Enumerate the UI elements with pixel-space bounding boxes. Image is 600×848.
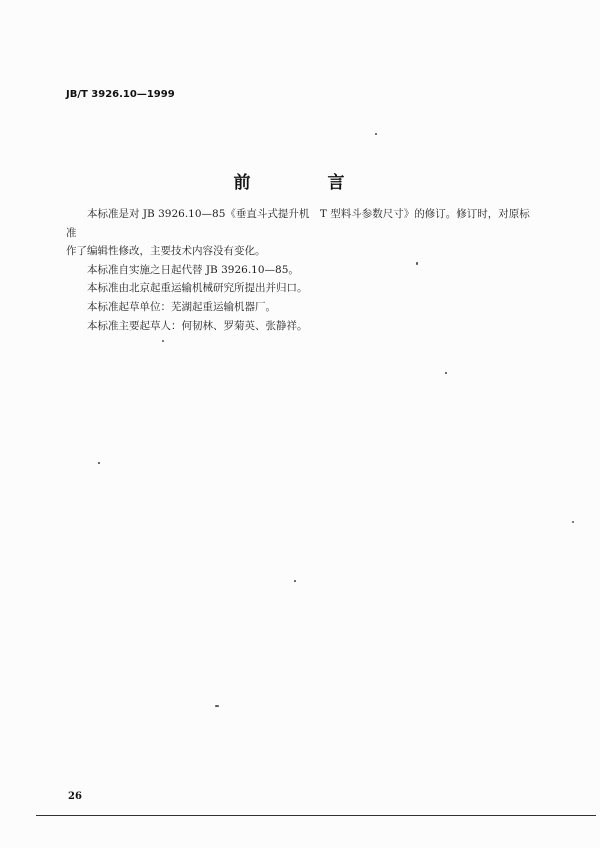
page-number: 26 [68,791,82,802]
foreword-paragraph: 本标准起草单位：芜湖起重运输机器厂。 [87,300,276,313]
scan-speck [162,340,164,342]
foreword-title: 前 言 [233,173,375,193]
scan-speck [375,133,377,135]
scan-speck [445,372,447,374]
foreword-paragraph-continuation: 作了编辑性修改，主要技术内容没有变化。 [66,245,266,258]
foreword-body [66,205,536,335]
scan-speck [572,521,574,523]
foreword-paragraph: 本标准是对 JB 3926.10—85《垂直斗式提升机 T 型料斗参数尺寸》的修订。修订时，对原标准 [66,208,530,239]
scan-speck [294,580,296,582]
standard-code-header: JB/T 3926.10—1999 [66,89,175,100]
scan-speck [416,262,418,265]
scan-speck [215,705,219,707]
foreword-paragraph: 本标准主要起草人：何韧林、罗菊英、张静祥。 [87,319,308,332]
foreword-paragraph: 本标准自实施之日起代替 JB 3926.10—85。 [87,263,299,276]
foreword-paragraph: 本标准由北京起重运输机械研究所提出并归口。 [87,282,308,295]
scan-speck [98,462,100,464]
footer-rule [36,815,596,816]
